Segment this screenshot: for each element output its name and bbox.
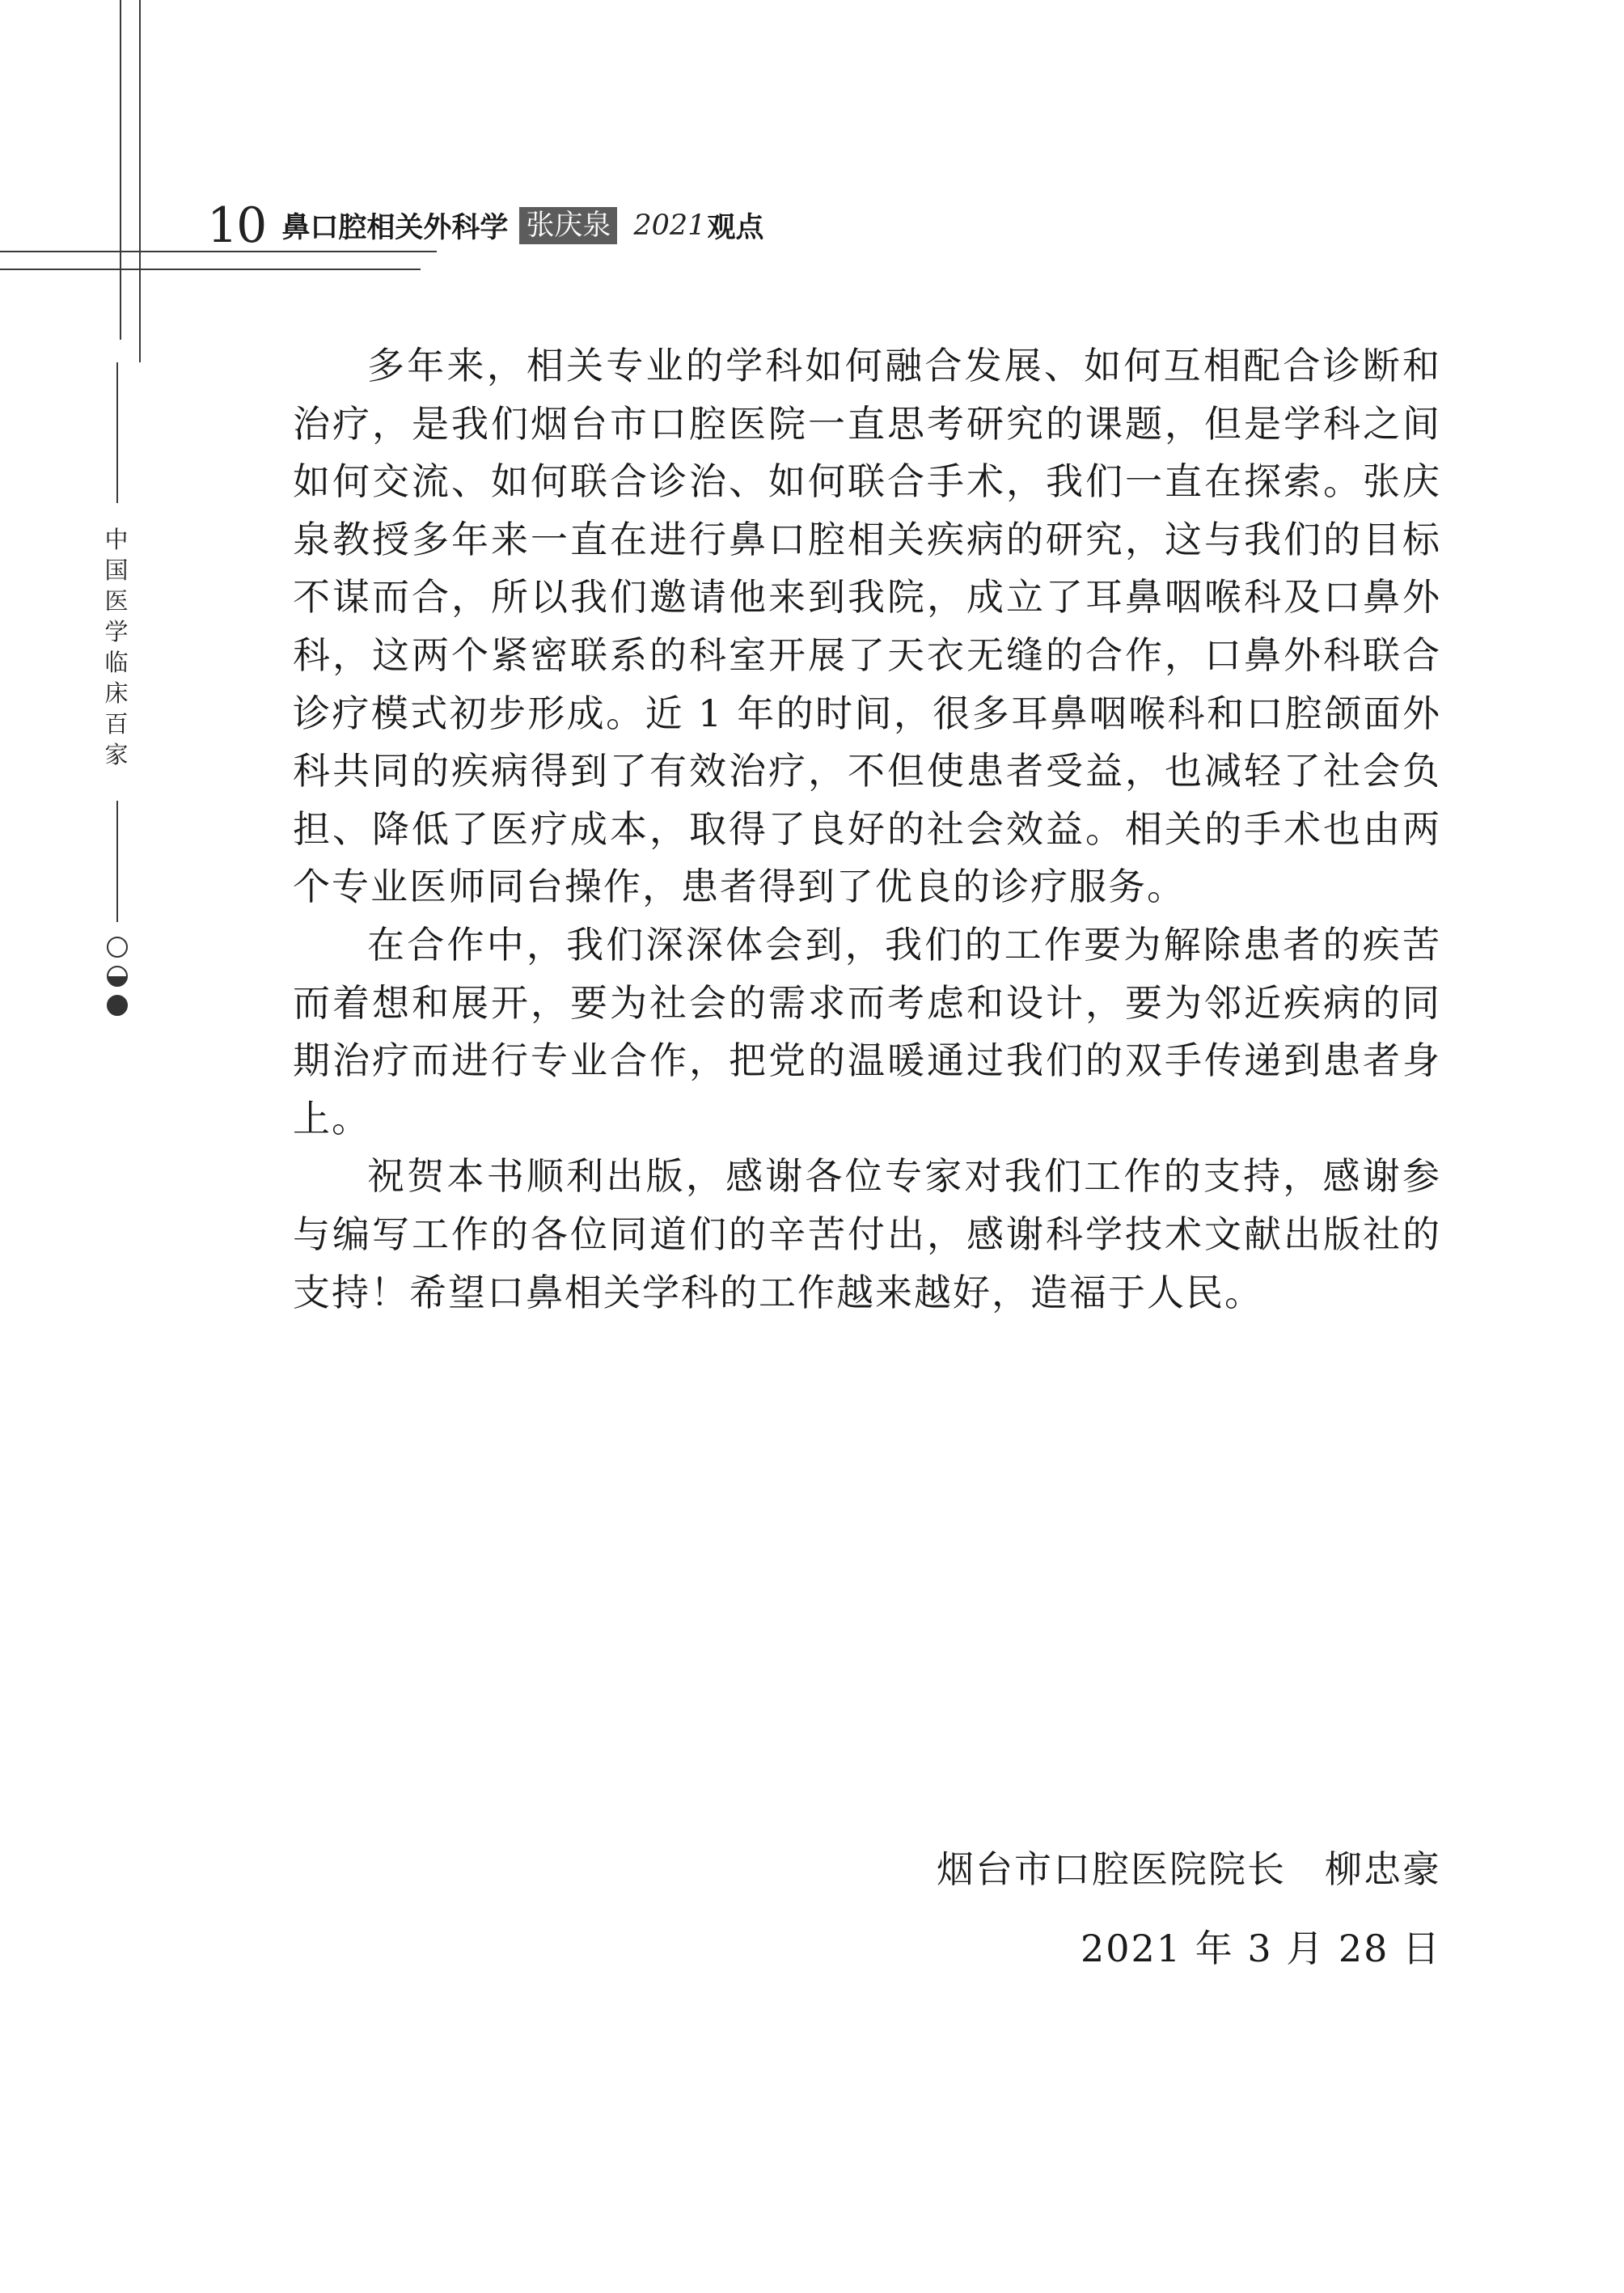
book-title: 鼻口腔相关外科学 (281, 212, 509, 244)
empty-circle-icon (107, 937, 128, 958)
series-char: 百 (104, 710, 129, 738)
half-circle-icon (107, 966, 128, 987)
body-text (293, 337, 1441, 1322)
series-char: 国 (104, 556, 129, 584)
sidebar-line-upper (116, 362, 118, 503)
paragraph: 祝贺本书顺利出版，感谢各位专家对我们工作的支持，感谢参与编写工作的各位同道们的辛苦付出，感谢科学技术文献出版社的支持！希望口鼻相关学科的工作越来越好，造福于人民。 (293, 1154, 1441, 1314)
header-vertical-line-left (120, 0, 121, 340)
series-name-vertical (100, 524, 133, 770)
series-char: 床 (104, 679, 129, 707)
paragraph: 在合作中，我们深深体会到，我们的工作要为解除患者的疾苦而着想和展开，要为社会的需求而考虑和设计，要为邻近疾病的同期治疗而进行专业合作，把党的温暖通过我们的双手传递到患者身上。 (293, 922, 1441, 1140)
running-header (207, 197, 763, 254)
paragraph: 多年来，相关专业的学科如何融合发展、如何互相配合诊断和治疗，是我们烟台市口腔医院一直思考研究的课题，但是学科之间如何交流、如何联合诊治、如何联合手术，我们一直在探索。张庆泉教授多年来一直在进行鼻口腔相关疾病的研究，这与我们的目标不谋而合，所以我们邀请他来到我院，成立了耳鼻咽喉科及口鼻外科，这两个紧密联系的科室开展了天衣无缝的合作，口鼻外科联合诊疗模式初步形成。近 1 年的时间，很多耳鼻咽喉科和口腔颌面外科共同的疾病得到了有效治疗，不但使患者受益，也减轻了社会负担、降低了医疗成本，取得了良好的社会效益。相关的手术也由两个专业医师同台操作，患者得到了优良的诊疗服务。 (293, 344, 1441, 909)
signature-title-name: 烟台市口腔医院院长 柳忠豪 (937, 1847, 1441, 1891)
sidebar-line-lower (116, 801, 118, 922)
header-horizontal-line-bottom (0, 269, 421, 270)
page-number: 10 (207, 197, 266, 254)
series-char: 家 (104, 741, 129, 768)
series-char: 学 (104, 618, 129, 645)
series-char: 中 (104, 526, 129, 553)
signature-block (937, 1830, 1441, 1988)
header-year: 2021 (633, 209, 706, 242)
author-badge: 张庆泉 (519, 207, 617, 245)
series-char: 临 (104, 649, 129, 676)
filled-circle-icon (107, 995, 128, 1016)
header-suffix: 观点 (707, 212, 764, 244)
series-char: 医 (104, 587, 129, 615)
signature-date: 2021 年 3 月 28 日 (1081, 1927, 1441, 1970)
header-vertical-line-right (139, 0, 141, 362)
